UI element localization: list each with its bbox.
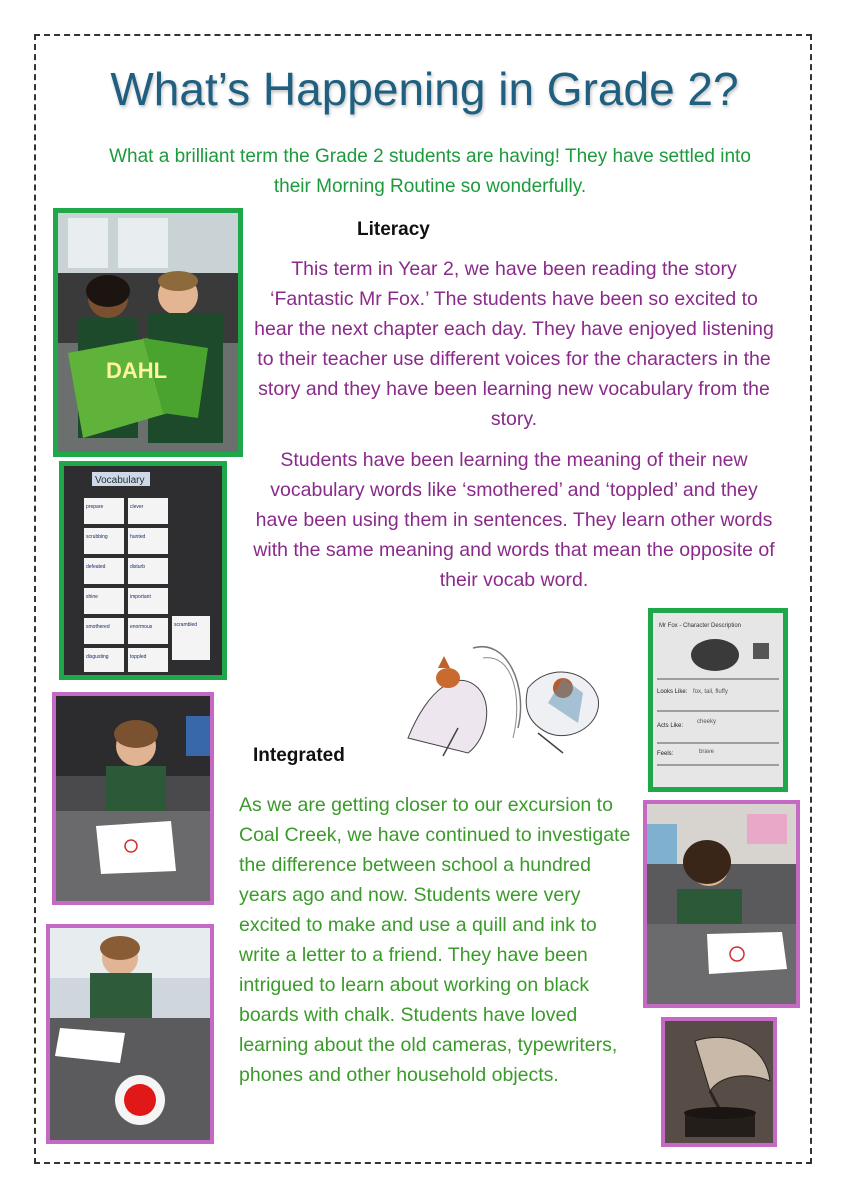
vocab-card-word: disturb [130, 564, 146, 570]
intro-text: What a brilliant term the Grade 2 students are having! They have settled into their Morning Routine so wonderfully. [109, 146, 751, 197]
vocab-card-word: scrubbing [86, 534, 108, 540]
photo-girl-writing-letter [52, 692, 214, 905]
worksheet-answer-feels: brave [699, 749, 715, 755]
literacy-paragraph-1: This term in Year 2, we have been reading the story ‘Fantastic Mr Fox.’ The students have been so excited to hear the next chapter each day. They have enjoyed listening to their teacher use different voices for the characters in the story and they have been learning new vocabulary from the story. [254, 258, 774, 430]
photo-students-reading [53, 208, 243, 457]
worksheet-row-acts: Acts Like: [657, 723, 684, 729]
worksheet-title: Mr Fox - Character Description [659, 623, 742, 629]
vocab-board-title: Vocabulary [95, 475, 145, 486]
photo-vocabulary-board [59, 461, 227, 680]
photo-girl-writing-right [643, 800, 800, 1008]
vocab-card-word: hunted [130, 534, 146, 540]
photo-gramophone [661, 1017, 777, 1147]
photo-character-worksheet [648, 608, 788, 792]
vocab-card-word: defeated [86, 564, 106, 570]
vocab-card-word: disgusting [86, 654, 109, 660]
vocab-card-word: shine [86, 594, 98, 600]
worksheet-answer-acts: cheeky [697, 719, 717, 725]
vocab-card-word: scrambled [174, 622, 198, 628]
integrated-heading: Integrated [253, 745, 345, 766]
literacy-paragraph-2: Students have been learning the meaning of their new vocabulary words like ‘smothered’ and ‘toppled’ and they have been using them in sentences. They learn other words with the same meaning and words that mean the opposite of their vocab word. [253, 449, 775, 591]
literacy-heading: Literacy [357, 219, 430, 240]
page-title: What’s Happening in Grade 2? [110, 63, 739, 115]
vocab-card-word: clever [130, 504, 144, 510]
vocab-card-word: smothered [86, 624, 110, 630]
worksheet-row-looks: Looks Like: [657, 689, 688, 695]
vocab-card-word: prepare [86, 504, 104, 510]
integrated-paragraph: As we are getting closer to our excursion to Coal Creek, we have continued to investigate the difference between school a hundred years ago and now. Students were very excited to make and use a quill and ink to write a letter to a friend. They have been intrigued to learn about working on black boards with chalk. Students have loved learning about the old cameras, typewriters, phones and other household objects. [239, 794, 631, 1086]
vocab-card-word: important [130, 594, 151, 600]
worksheet-row-feels: Feels: [657, 751, 674, 757]
photo-quill-and-ink [46, 924, 214, 1144]
vocab-card-word: enormous [130, 624, 153, 630]
book-cover-text: DAHL [106, 358, 168, 383]
fantastic-mr-fox-illustration [398, 628, 628, 760]
worksheet-answer-looks: fox, tail, fluffy [693, 689, 728, 695]
vocab-card-word: toppled [130, 654, 147, 660]
